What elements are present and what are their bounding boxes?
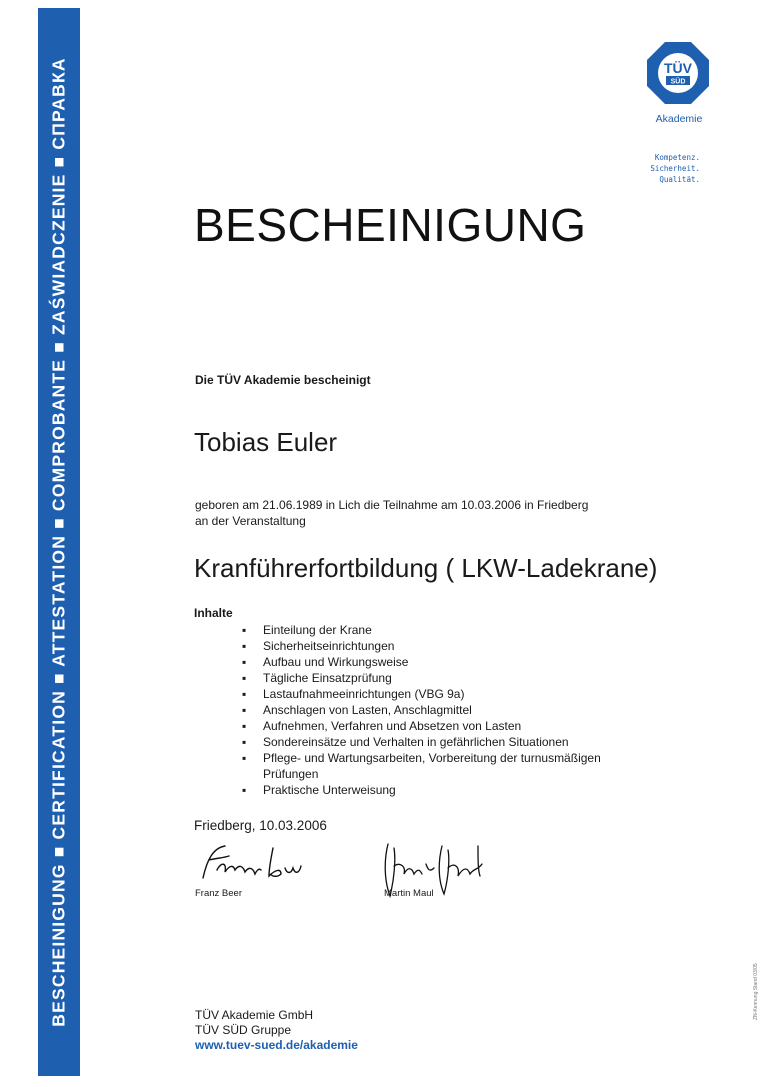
topics-list	[245, 622, 615, 798]
footer-company: TÜV Akademie GmbH	[195, 1008, 314, 1022]
birth-line: geboren am 21.06.1989 in Lich die Teilnahme am 10.03.2006 in Friedberg	[195, 498, 589, 512]
topic-item: ▪ Tägliche Einsatzprüfung	[245, 670, 615, 686]
topic-item: ▪ Anschlagen von Lasten, Anschlagmittel	[245, 702, 615, 718]
course-title: Kranführerfortbildung ( LKW-Ladekrane)	[194, 553, 658, 583]
signature-franz-beer	[195, 840, 315, 885]
topic-item: ▪ Sondereinsätze und Verhalten in gefährlichen Situationen	[245, 734, 615, 750]
tuv-sued-logo	[646, 41, 710, 105]
footer-group: TÜV SÜD Gruppe	[195, 1023, 292, 1037]
topic-item: ▪ Aufbau und Wirkungsweise	[245, 654, 615, 670]
side-banner-text: BESCHEINIGUNG ■ CERTIFICATION ■ ATTESTATION ■ COMPROBANTE ■ ZAŚWIADCZENIE ■ СПРАВКА	[48, 57, 69, 1027]
topic-item: ▪ Einteilung der Krane	[245, 622, 615, 638]
topic-item: ▪ Sicherheitseinrichtungen	[245, 638, 615, 654]
footer	[195, 1008, 358, 1053]
slogan-line: Kompetenz.	[654, 153, 700, 162]
logo-sub-text: SÜD	[670, 78, 686, 86]
topic-item: ▪ Lastaufnahmeeinrichtungen (VBG 9a)	[245, 686, 615, 702]
logo-brand-text: TÜV	[664, 60, 692, 76]
side-banner	[38, 8, 80, 1076]
topic-item: ▪ Praktische Unterweisung	[245, 782, 615, 798]
certificate-title: BESCHEINIGUNG	[194, 199, 587, 251]
slogan-line: Qualität.	[659, 175, 700, 184]
logo-caption: Akademie	[655, 113, 703, 125]
footer-url-link[interactable]: www.tuev-sued.de/akademie	[195, 1038, 358, 1052]
birth-statement	[195, 497, 635, 529]
participant-name: Tobias Euler	[194, 427, 338, 457]
birth-line: an der Veranstaltung	[195, 514, 306, 528]
topic-item: ▪ Pflege- und Wartungsarbeiten, Vorbereitung der turnusmäßigen Prüfungen	[245, 750, 615, 782]
certificate-intro: Die TÜV Akademie bescheinigt	[195, 373, 371, 387]
slogan-line: Sicherheit.	[650, 164, 700, 173]
topic-item: ▪ Aufnehmen, Verfahren und Absetzen von Lasten	[245, 718, 615, 734]
contents-heading: Inhalte	[194, 606, 233, 620]
signer-name: Franz Beer	[195, 888, 242, 899]
place-date: Friedberg, 10.03.2006	[194, 818, 327, 833]
signer-name: Martin Maul	[384, 888, 434, 899]
side-note: ZN-Kennung Stand 03/05	[753, 963, 759, 1020]
slogan	[610, 152, 700, 185]
